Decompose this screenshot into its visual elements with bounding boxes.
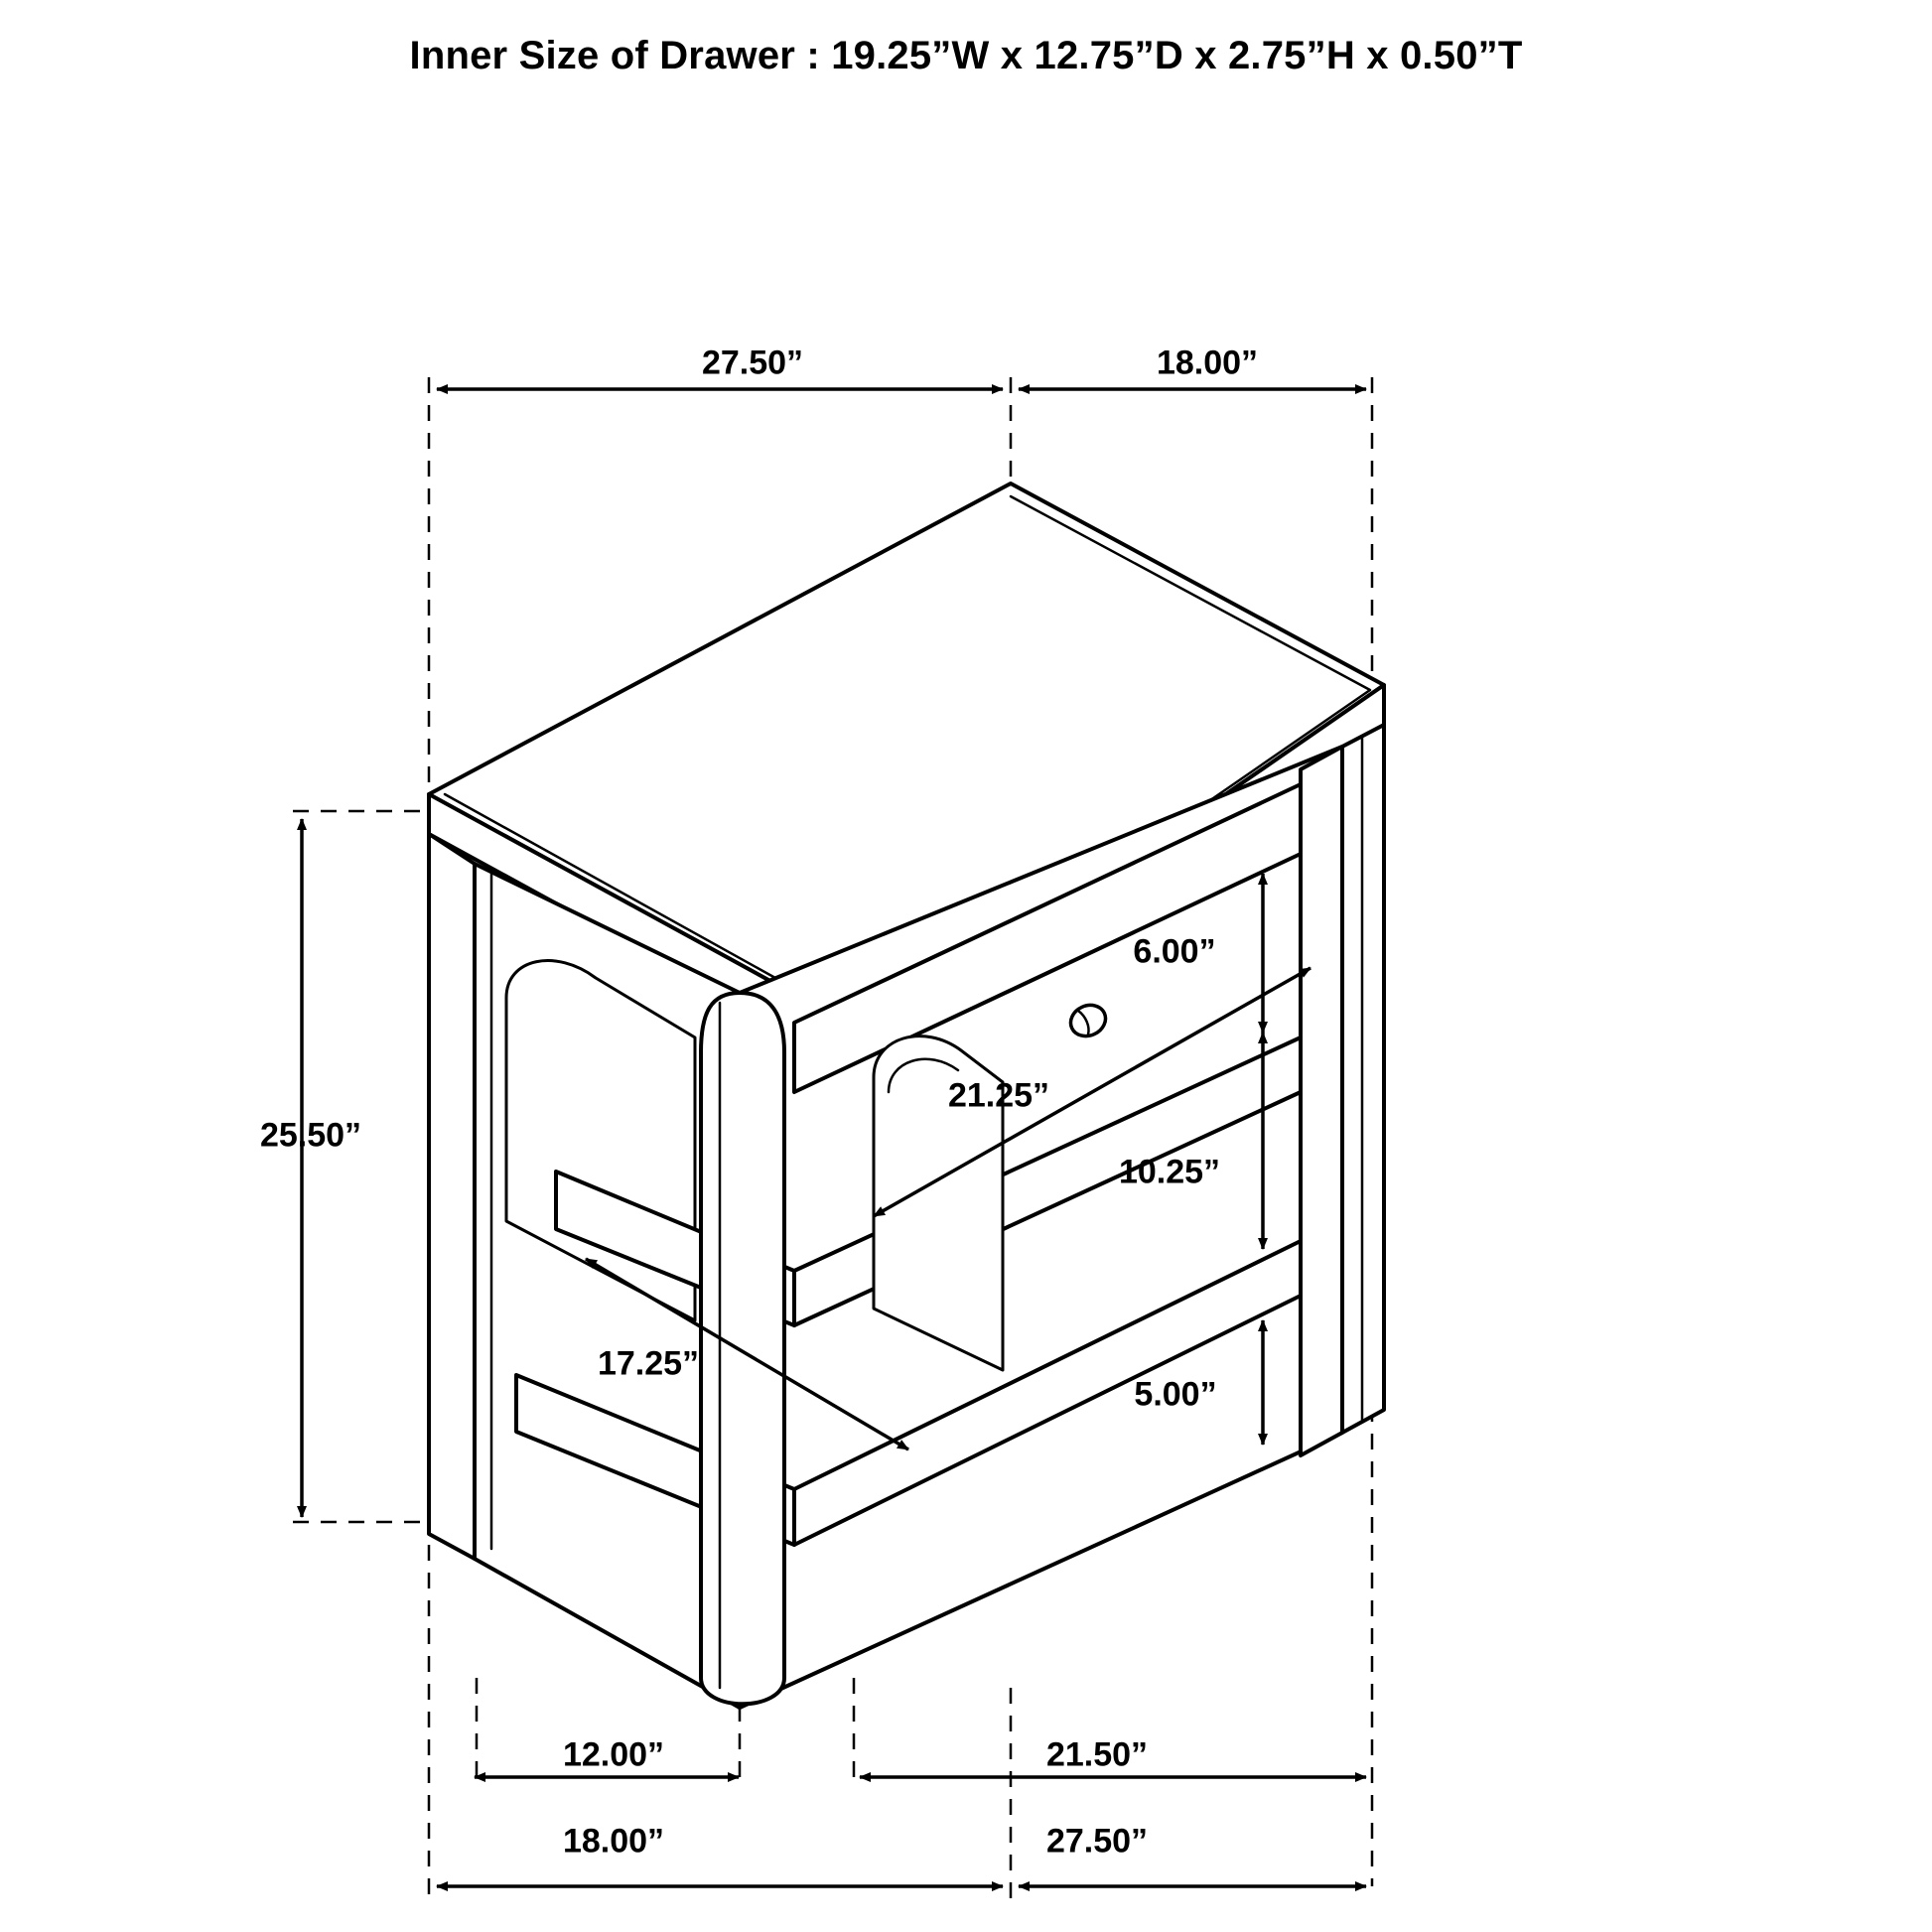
nightstand-illustration [429, 483, 1384, 1708]
dimension-label-bottom-overall-depth: 18.00” [562, 1822, 665, 1861]
dimension-label-bottom-right-width: 21.50” [1045, 1735, 1149, 1774]
dimension-label-bottom-overall-width: 27.50” [1045, 1822, 1149, 1861]
page-title: Inner Size of Drawer : 19.25”W x 12.75”D x 2.75”H x 0.50”T [409, 34, 1523, 77]
front-right-leg [1301, 747, 1342, 1455]
dimension-label-bottom-left-depth: 12.00” [562, 1735, 665, 1774]
dimension-label-top-right-depth: 18.00” [1156, 344, 1259, 382]
dimension-label-drawer-front-height: 6.00” [1133, 932, 1216, 971]
dimension-label-shelf-depth: 17.25” [597, 1344, 700, 1383]
rear-left-leg [429, 834, 475, 1559]
dimension-label-overall-height: 25.50” [259, 1116, 362, 1155]
dimension-label-drawer-width: 21.25” [947, 1076, 1050, 1115]
dimension-label-top-left-width: 27.50” [701, 344, 804, 382]
dimension-label-shelf-opening-height: 10.25” [1118, 1153, 1221, 1191]
dimension-label-leg-clearance: 5.00” [1134, 1375, 1217, 1414]
front-center-leg [701, 993, 784, 1704]
